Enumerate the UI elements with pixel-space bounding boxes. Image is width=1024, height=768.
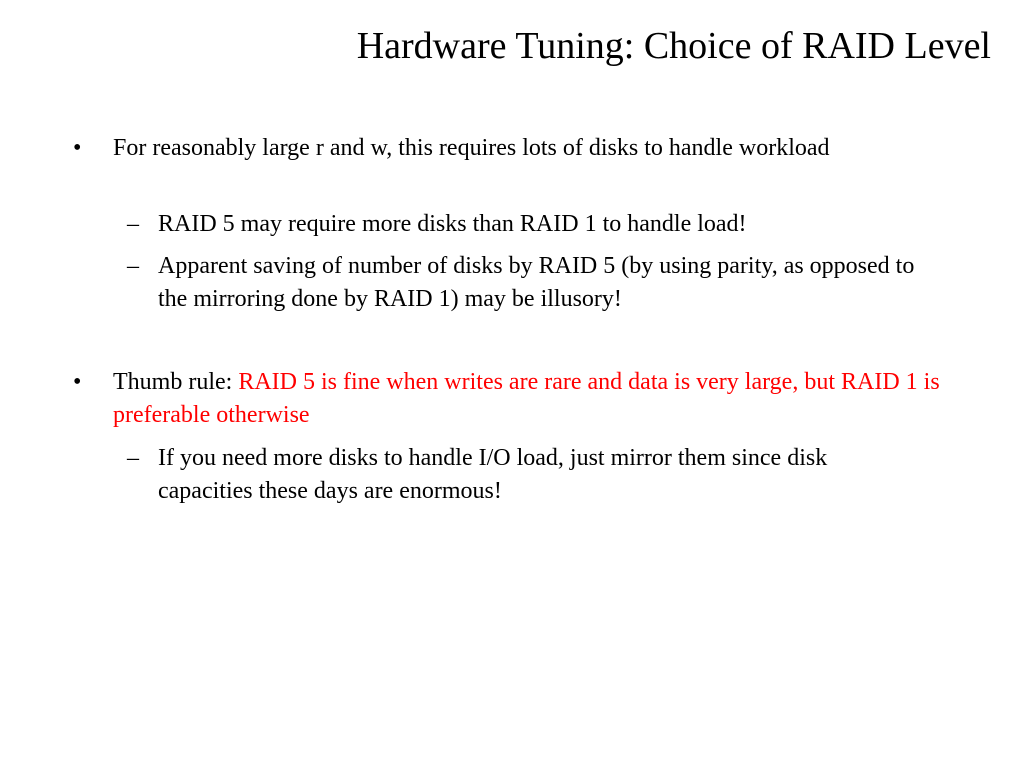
bullet-text-prefix: Thumb rule: (113, 369, 239, 395)
bullet-marker: • (73, 369, 82, 395)
bullet-item-1 (0, 132, 1024, 198)
bullet-item-2 (0, 366, 1024, 432)
slide-title: Hardware Tuning: Choice of RAID Level (356, 25, 991, 67)
sub-text: If you need more disks to handle I/O load, just mirror them since disk capacities these days are enormous! (158, 445, 828, 504)
sub-marker: – (127, 211, 139, 237)
bullet-text (113, 366, 943, 432)
sub-text: RAID 5 may require more disks than RAID 1 to handle load! (158, 211, 747, 237)
bullet-text: For reasonably large r and w, this requires lots of disks to handle workload (113, 135, 830, 161)
bullet-marker: • (73, 135, 82, 161)
sub-marker: – (127, 253, 139, 279)
sub-text: Apparent saving of number of disks by RAID 5 (by using parity, as opposed to the mirroring done by RAID 1) may be illusory! (158, 253, 915, 312)
sub-item-1-2 (0, 250, 1024, 316)
bullet-text-highlight: RAID 5 is fine when writes are rare and data is very large, but RAID 1 is preferable otherwise (113, 369, 940, 428)
sub-marker: – (127, 445, 139, 471)
sub-item-2-1 (0, 442, 1024, 508)
sub-item-1-1 (0, 208, 1024, 241)
